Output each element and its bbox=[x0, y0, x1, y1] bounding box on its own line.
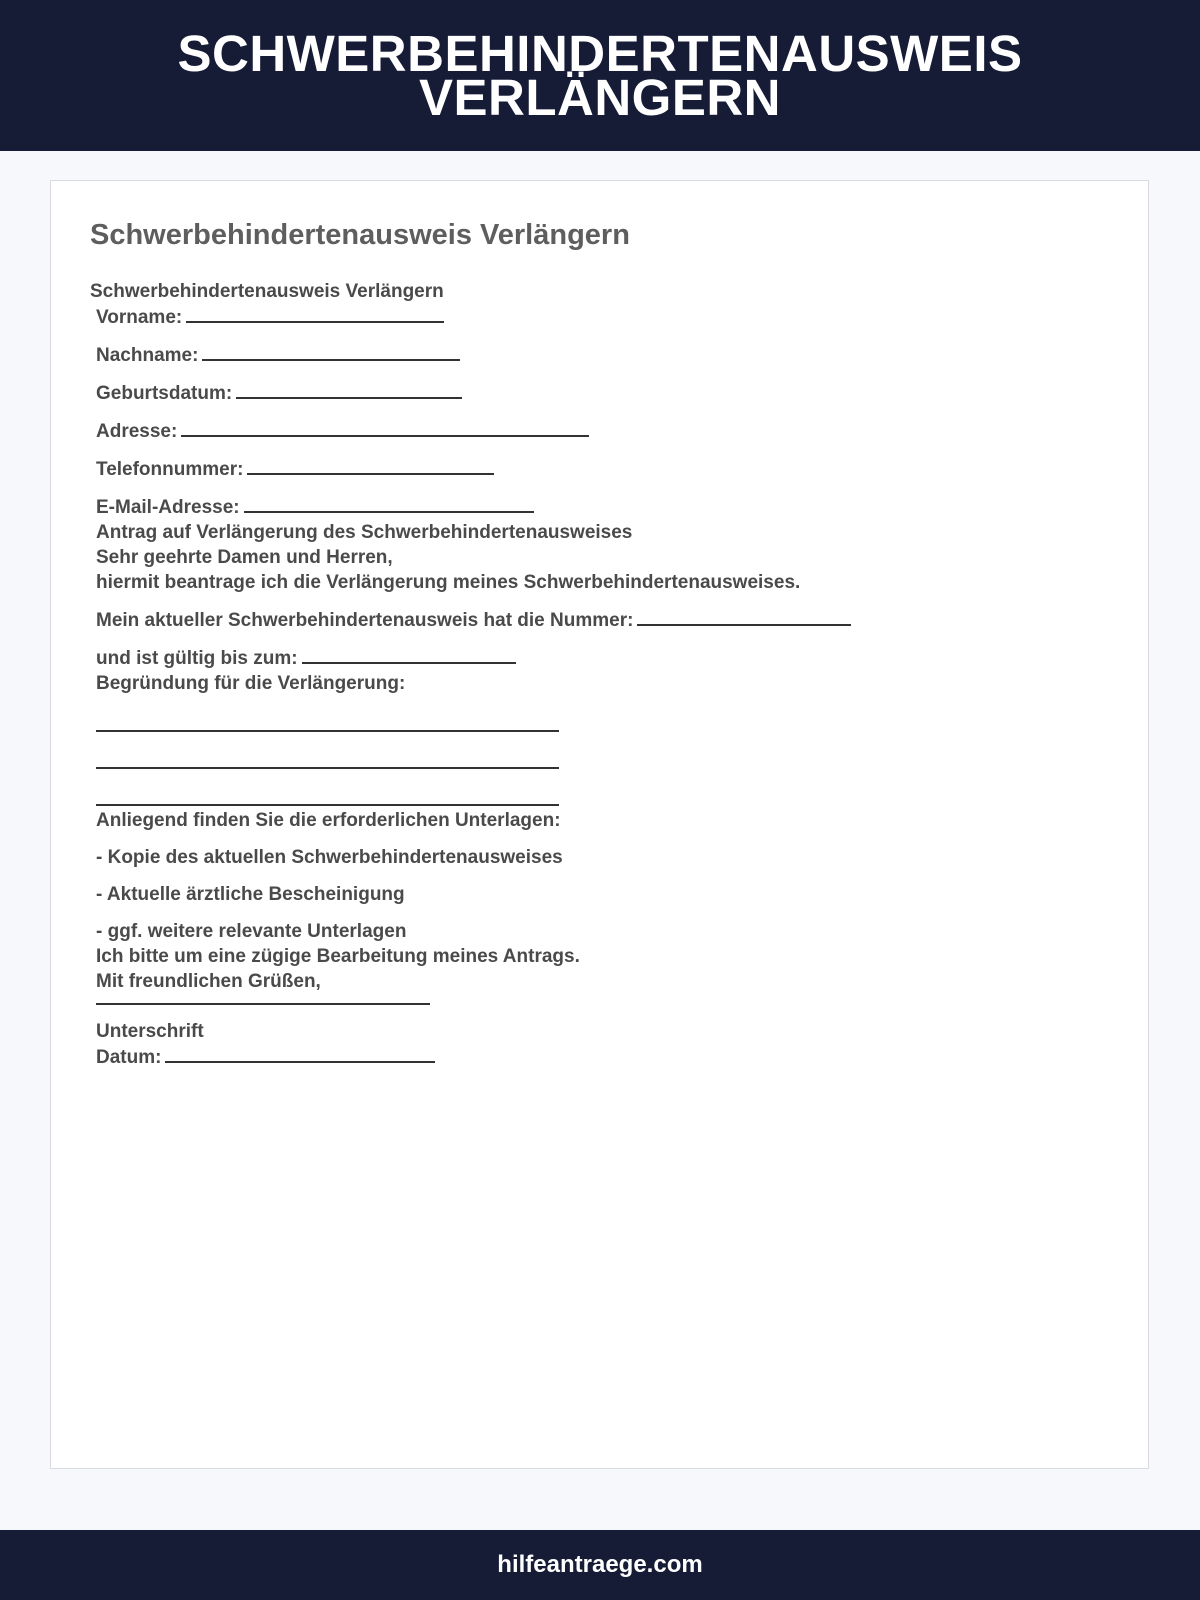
begruendung-blank-line-2 bbox=[96, 767, 559, 769]
field-geburtsdatum-label: Geburtsdatum: bbox=[96, 383, 233, 404]
unterlagen-item: - ggf. weitere relevante Unterlagen bbox=[96, 921, 407, 942]
vorname-blank-line bbox=[186, 304, 444, 323]
field-adresse bbox=[90, 418, 1090, 444]
field-email bbox=[90, 494, 1090, 520]
field-telefon-label: Telefonnummer: bbox=[96, 459, 244, 480]
begruendung-blank-line-1 bbox=[96, 730, 559, 732]
field-nachname-label: Nachname: bbox=[96, 345, 199, 366]
field-ausweis-nummer bbox=[90, 607, 1090, 633]
adresse-blank-line bbox=[181, 418, 589, 437]
unterlagen-item: - Aktuelle ärztliche Bescheinigung bbox=[96, 884, 405, 905]
field-geburtsdatum bbox=[90, 380, 1090, 406]
unterlagen-item: - Kopie des aktuellen Schwerbehindertenausweises bbox=[96, 847, 563, 868]
field-gueltig-bis-label: und ist gültig bis zum: bbox=[96, 648, 298, 669]
field-vorname bbox=[90, 304, 1090, 330]
signature-label: Unterschrift bbox=[96, 1021, 204, 1042]
telefon-blank-line bbox=[247, 456, 494, 475]
field-datum-label: Datum: bbox=[96, 1047, 162, 1068]
field-vorname-label: Vorname: bbox=[96, 307, 183, 328]
document-subtitle: Schwerbehindertenausweis Verlängern bbox=[90, 281, 444, 302]
page-title bbox=[177, 24, 1023, 126]
geburtsdatum-blank-line bbox=[236, 380, 462, 399]
page-footer bbox=[0, 1530, 1200, 1600]
field-telefon bbox=[90, 456, 1090, 482]
field-ausweis-nummer-label: Mein aktueller Schwerbehindertenausweis hat die Nummer: bbox=[96, 610, 634, 631]
footer-site-name[interactable]: hilfeantraege.com bbox=[497, 1551, 703, 1578]
document-title: Schwerbehindertenausweis Verlängern bbox=[90, 219, 630, 251]
begruendung-label: Begründung für die Verlängerung: bbox=[96, 673, 406, 694]
document-card bbox=[50, 180, 1149, 1469]
signature-blank-line bbox=[96, 1003, 430, 1005]
page-title-line-1: SCHWERBEHINDERTENAUSWEIS bbox=[177, 24, 1023, 82]
field-datum bbox=[90, 1044, 1090, 1070]
field-nachname bbox=[90, 342, 1090, 368]
gueltig-bis-blank-line bbox=[302, 645, 516, 664]
unterlagen-intro: Anliegend finden Sie die erforderlichen Unterlagen: bbox=[96, 810, 561, 831]
letter-closing: Mit freundlichen Grüßen, bbox=[96, 971, 321, 992]
nachname-blank-line bbox=[202, 342, 460, 361]
letter-intro: hiermit beantrage ich die Verlängerung meines Schwerbehindertenausweises. bbox=[96, 572, 801, 593]
email-blank-line bbox=[244, 494, 534, 513]
letter-salutation: Sehr geehrte Damen und Herren, bbox=[96, 547, 393, 568]
ausweis-nummer-blank-line bbox=[637, 607, 851, 626]
document-body bbox=[90, 279, 1090, 1070]
field-gueltig-bis bbox=[90, 645, 1090, 671]
letter-subject: Antrag auf Verlängerung des Schwerbehindertenausweises bbox=[96, 522, 633, 543]
page-title-line-2: VERLÄNGERN bbox=[418, 68, 781, 126]
begruendung-blank-line-3 bbox=[96, 804, 559, 806]
letter-request: Ich bitte um eine zügige Bearbeitung meines Antrags. bbox=[96, 946, 580, 967]
field-email-label: E-Mail-Adresse: bbox=[96, 497, 240, 518]
datum-blank-line bbox=[165, 1044, 435, 1063]
page-header bbox=[0, 0, 1200, 151]
field-adresse-label: Adresse: bbox=[96, 421, 178, 442]
